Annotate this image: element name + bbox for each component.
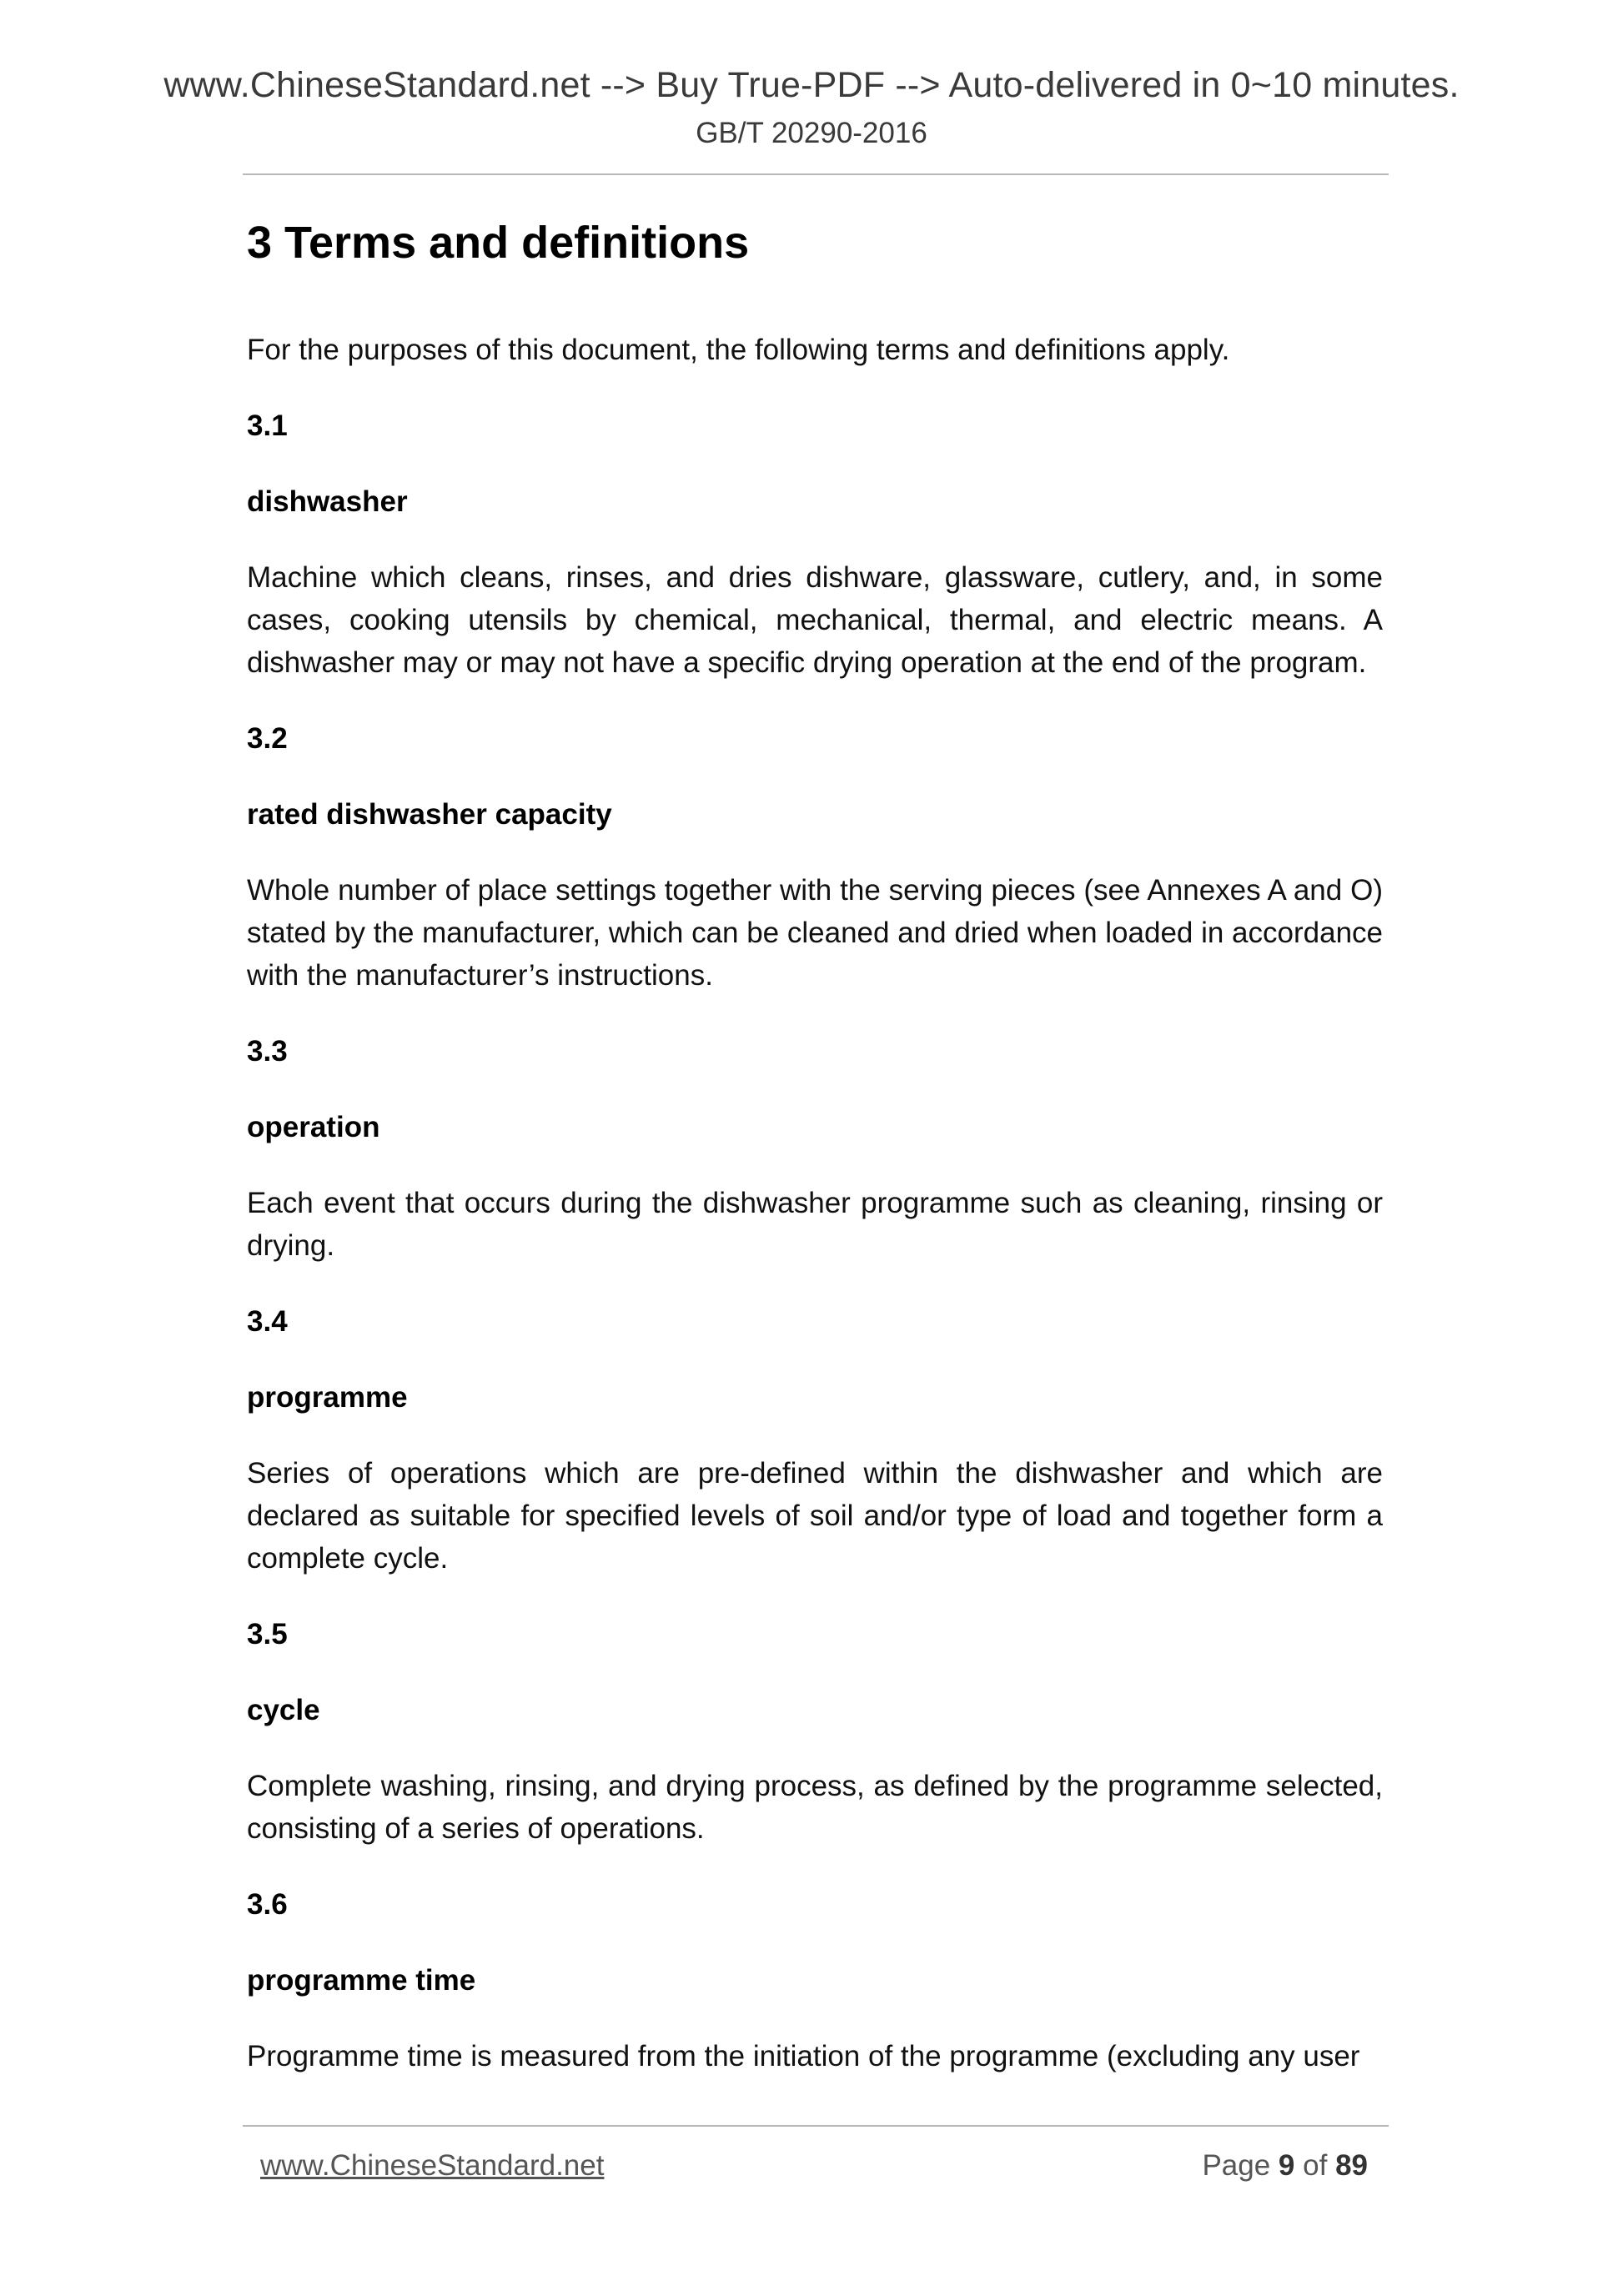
term-name: dishwasher [247,485,408,518]
page-content [247,217,1383,2077]
term-number: 3.1 [247,409,288,442]
term-number: 3.6 [247,1888,288,1921]
page-indicator [1202,2149,1368,2183]
page-current: 9 [1278,2149,1295,2182]
term-number: 3.2 [247,722,288,755]
term-definition: Each event that occurs during the dishwasher programme such as cleaning, rinsing or drying. [247,1187,1383,1262]
term-name: programme [247,1381,408,1414]
page-prefix: Page [1202,2149,1271,2182]
term-name: cycle [247,1694,320,1726]
page-of: of [1303,2149,1328,2182]
term-definition: Series of operations which are pre-defined within the dishwasher and which are declared as suitable for specified levels of soil and/or type of load and together form a complete cycle. [247,1457,1383,1575]
term-name: programme time [247,1964,476,1997]
term-name: rated dishwasher capacity [247,798,612,831]
term-number: 3.4 [247,1305,288,1338]
standard-code: GB/T 20290-2016 [696,117,927,149]
header-banner: www.ChineseStandard.net --> Buy True-PDF --> Auto-delivered in 0~10 minutes. [163,65,1460,105]
footer-divider [243,2125,1389,2127]
page-total: 89 [1335,2149,1368,2182]
term-number: 3.3 [247,1035,288,1068]
footer-website-link[interactable]: www.ChineseStandard.net [260,2149,605,2182]
section-intro: For the purposes of this document, the following terms and definitions apply. [247,334,1230,366]
term-definition: Machine which cleans, rinses, and dries dishware, glassware, cutlery, and, in some cases, cooking utensils by chemical, mechanical, thermal, and electric means. A dishwasher may or may not have a specific drying operation at the end of the program. [247,561,1383,679]
term-name: operation [247,1111,380,1143]
term-definition: Whole number of place settings together with the serving pieces (see Annexes A and O) stated by the manufacturer, which can be cleaned and dried when loaded in accordance with the manufacturer’s instructions. [247,874,1384,992]
header-divider [243,173,1389,175]
term-definition: Complete washing, rinsing, and drying process, as defined by the programme selected, consisting of a series of operations. [247,1770,1383,1845]
section-title: 3 Terms and definitions [247,218,750,268]
term-definition: Programme time is measured from the initiation of the programme (excluding any user [247,2040,1360,2072]
term-number: 3.5 [247,1618,288,1650]
